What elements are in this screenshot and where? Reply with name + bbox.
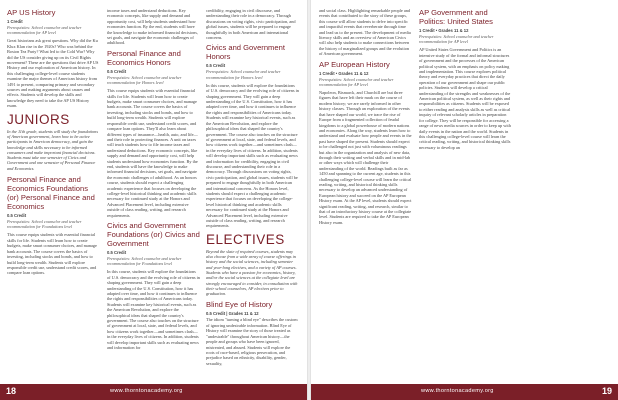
course-description: AP United States Government and Politics is an intensive study of the formal and informal structures of government and the processes of the American political system, with an emphasis on policy making and implementation. This course explores political theory and everyday practices that direct the daily operation of our government and shape our public policies. Students will develop a critical understanding of the strengths and weaknesses of the American political system, as well as their rights and responsibilities as citizens. Students will be exposed to either reading and analysis skills as well as critical inquiry of relevant scholarly articles in preparation for college. They will be responsible for accessing a range of news media sources in order to keep up with daily events in the nation and the world. Students in this challenging college-level course will learn the critical reading, writing, and historical thinking skills necessary to develop an xyxy=(419,47,511,150)
course-title-ap-government: AP Government and Politics: United States xyxy=(419,8,493,26)
course-prereq: Prerequisites: School counselor and teacher recommendation for Honors level xyxy=(107,74,182,86)
course-credit: 0.5 Credit xyxy=(107,250,127,255)
course-title-ap-us-history: AP US History xyxy=(7,8,56,17)
course-credit: 0.5 Credit | Grades 11 & 12 xyxy=(206,311,259,317)
continued-text: credibility, engaging in civil discourse, and understanding their role in a democracy. Through discussions on voting rights, civic participation, and global issues, students will be prepared to engage thoughtfully in both American and international concerns. xyxy=(206,8,296,41)
course-description: This course equips students with essential financial skills for life. Students will learn how to create budgets, make smart consumer choices, and manage bank accounts. The course covers the basics of investing, including stocks and bonds, and how to build long-term wealth. Students will explore responsible credit use, understand credit scores, and compare loan options. xyxy=(7,232,97,276)
course-title-civics-honors: Civics and Government Honors xyxy=(206,43,285,62)
right-page xyxy=(311,0,618,400)
course-credit: 0.5 Credit xyxy=(206,63,226,69)
course-prereq: Prerequisites: School counselor and teacher recommendation for AP level xyxy=(319,76,394,87)
course-description: In this course, students will explore the foundations of U.S. democracy and the evolving role of citizens in shaping government. They will gain a deep understanding of the U.S. Constitution, how it has adapted over time, and how it continues to influence the rights and responsibilities of Americans today. Students will examine key historical events, such as the American Revolution, and explore the philosophical ideas that shaped the country's government. The course also touches on the structure of government at local, state, and federal levels, and how citizens work together—and sometimes clash—in the everyday lives of citizens. In addition, students will develop important skills such as evaluating news and information for xyxy=(107,269,200,351)
course-title-blind-eye: Blind Eye of History xyxy=(206,300,273,310)
left-column-3 xyxy=(206,8,299,380)
course-credit: 1 Credit • Grades 11 & 12 xyxy=(419,28,469,33)
left-column-2 xyxy=(107,8,200,380)
continued-text: income taxes and understand deductions. Key economic concepts, like supply and demand and opportunity cost, will help students understand how economies function. By the end, students will have the knowledge to make informed financial decisions, set goals, and navigate the economic challenges of adulthood. xyxy=(107,8,199,46)
page-footer xyxy=(311,384,618,400)
left-page xyxy=(0,0,307,400)
section-intro: Beyond the slate of required courses, students may also choose from a wide array of course offerings in history and the social sciences, including semester and year-long electives, and a variety of AP courses. Students who have a passion for economics, history, and/or the social sciences at the collegiate level are strongly encouraged to consider, in consultation with their school counselors, AP electives prior to graduation. xyxy=(206,248,298,297)
course-title-civics-foundations: Civics and Government Foundations (or) Civics and Government xyxy=(107,221,200,248)
course-prereq: Prerequisites: School counselor and teacher recommendation for AP level xyxy=(7,25,82,36)
section-heading-juniors: JUNIORS xyxy=(7,111,70,127)
course-description: Napoleon, Bismarck, and Churchill are but three figures that have left their mark on the course of modern history; we are rarely informed in other history classes. Through an exploration of the events that have shaped our world, we trace the rise of Europe from a fragmented collection of feudal kingdoms to a global powerhouse of modern nations and economies. Along the way, students learn how to understand and evaluate how people and events in the past have shaped the present. Students should expect to be challenged not just with voluminous readings but also in the organization and analysis of new data, through their writing and verbal skills and in mid-lab or other ways which will challenge their understanding of the world. Readings built as far as 1450 and spanning to the current age, students in this challenging college-level course will learn the critical reading, writing, and historical thinking skills necessary to develop an advanced understanding of European history and succeed on the AP European History exam. At the AP level, students should expect significant reading, writing, and research, similar to that of an introductory history course at the collegiate level. Students are required to take the AP European History exam. xyxy=(319,90,412,225)
course-description: This course equips students with essential financial skills for life. Students will learn how to create budgets, make smart consumer choices, and manage bank accounts. The course covers the basics of investing, including stocks and bonds, and how to build long-term wealth. Students will explore responsible credit use, understand credit scores, and compare loan options. They'll also learn about different types of insurance—health, auto, and life—and their role in protecting finances. A unit on taxes will teach students how to file income taxes and understand deductions. Key economic concepts, like supply and demand and opportunity cost, will help students understand how economies function. By the end, students will have the knowledge to make informed financial decisions, set goals, and navigate the economic challenges of adulthood. As an honors course, students should expect a challenging academic experience that focuses on developing the college-level historical thinking and academic skills necessary for continued study at the Honors and Advanced Placement level, including extensive outside of class reading, writing, and research requirements. xyxy=(107,88,198,218)
section-heading-electives: ELECTIVES xyxy=(206,231,285,247)
right-column-2 xyxy=(419,8,512,380)
course-prereq: Prerequisites: School counselor and teacher recommendation for AP level xyxy=(419,34,494,45)
course-description: Great historians ask great questions. Why did the Ku Klux Klan rise in the 1920s? Who was behind the Boston Tea Party? What led to the Cold War? Why did the US consider giving up on its Civil Rights movement? These are the questions that drive AP US History and our exploration of American history. In this challenging college-level course students examine the major themes of American history from 1491 to present, comparing primary and secondary sources and making arguments about causes and effects. Students will develop the skills and knowledge they need to take the AP US History exam. xyxy=(7,38,99,109)
section-intro: In the 11th grade, students will study the foundations of American government, learn how to be active participants in American democracy, and gain the knowledge and skills necessary to be informed consumers and make important financial decisions. Students must take one semester of Civics and Government and one semester of Personal Finance and Economics. xyxy=(7,128,98,171)
course-title-pfe-honors: Personal Finance and Economics Honors xyxy=(107,48,181,67)
right-column-3 xyxy=(518,8,611,380)
course-prereq: Prerequisites: School counselor and teacher recommendation for Foundations level xyxy=(7,219,82,230)
left-column-1 xyxy=(7,8,100,380)
continued-text: and social class. Highlighting remarkable people and events that contributed to the story of these groups, this course will allow students to delve into specific and impactful events that reverberate through time and lead us to the present. The development of media literacy skills and an overview of American Civics will also help students to make connections between the history of marginalized groups and the evolution of American government. xyxy=(319,8,411,57)
footer-url: www.thorntonacademy.org xyxy=(421,388,494,394)
course-credit: 0.5 Credit xyxy=(107,68,127,74)
course-prereq: Prerequisites: School counselor and teacher recommendation for Honors level xyxy=(206,69,281,80)
page-footer xyxy=(0,384,307,400)
course-credit: 1 Credit xyxy=(7,19,23,24)
course-description: In this course, students will explore the foundations of U.S. democracy and the evolving role of citizens in shaping government. They will gain a deep understanding of the U.S. Constitution, how it has adapted over time, and how it continues to influence the rights and responsibilities of Americans today. Students will examine key historical events, such as the American Revolution, and explore the philosophical ideas that shaped the country's government. The course also touches on the structure of government at local, state, and federal levels, and how citizens work together—and sometimes clash—in the everyday lives of citizens. In addition, students will develop important skills such as evaluating news and information for credibility, engaging in civil discourse, and understanding their role in a democracy. Through discussions on voting rights, civic participation, and global issues, students will be prepared to engage thoughtfully in both American and international concerns. As the Honors level, students should expect a challenging academic experience that focuses on developing the college-level historical thinking and academic skills necessary for continued study at the Honors and Advanced Placement level, including extensive outside of class reading, writing, and research requirements. xyxy=(206,82,299,229)
footer-url: www.thorntonacademy.org xyxy=(110,388,183,394)
page-number: 19 xyxy=(601,386,612,396)
page-number: 18 xyxy=(6,386,17,396)
course-prereq: Prerequisites: School counselor and teacher recommendation for Foundations level xyxy=(107,256,182,267)
course-credit: 0.5 Credit xyxy=(7,213,27,219)
course-credit: 1 Credit • Grades 11 & 12 xyxy=(319,70,369,76)
right-column-1 xyxy=(319,8,412,380)
course-description: The idiom "turning a blind eye" describes the custom of ignoring undesirable information. Blind Eye of History will examine the story of those treated as "undesirable" throughout American history—the people and groups who have been ignored, mistreated, and abused. Students will explore the roots of race-based, religious persecution, and prejudice based on ethnicity, disability, gender, sexuality, xyxy=(206,317,298,366)
course-title-ap-european: AP European History xyxy=(319,59,390,69)
course-title-pfe-foundations: Personal Finance and Economics Foundations (or) Personal Finance and Economics xyxy=(7,175,95,212)
